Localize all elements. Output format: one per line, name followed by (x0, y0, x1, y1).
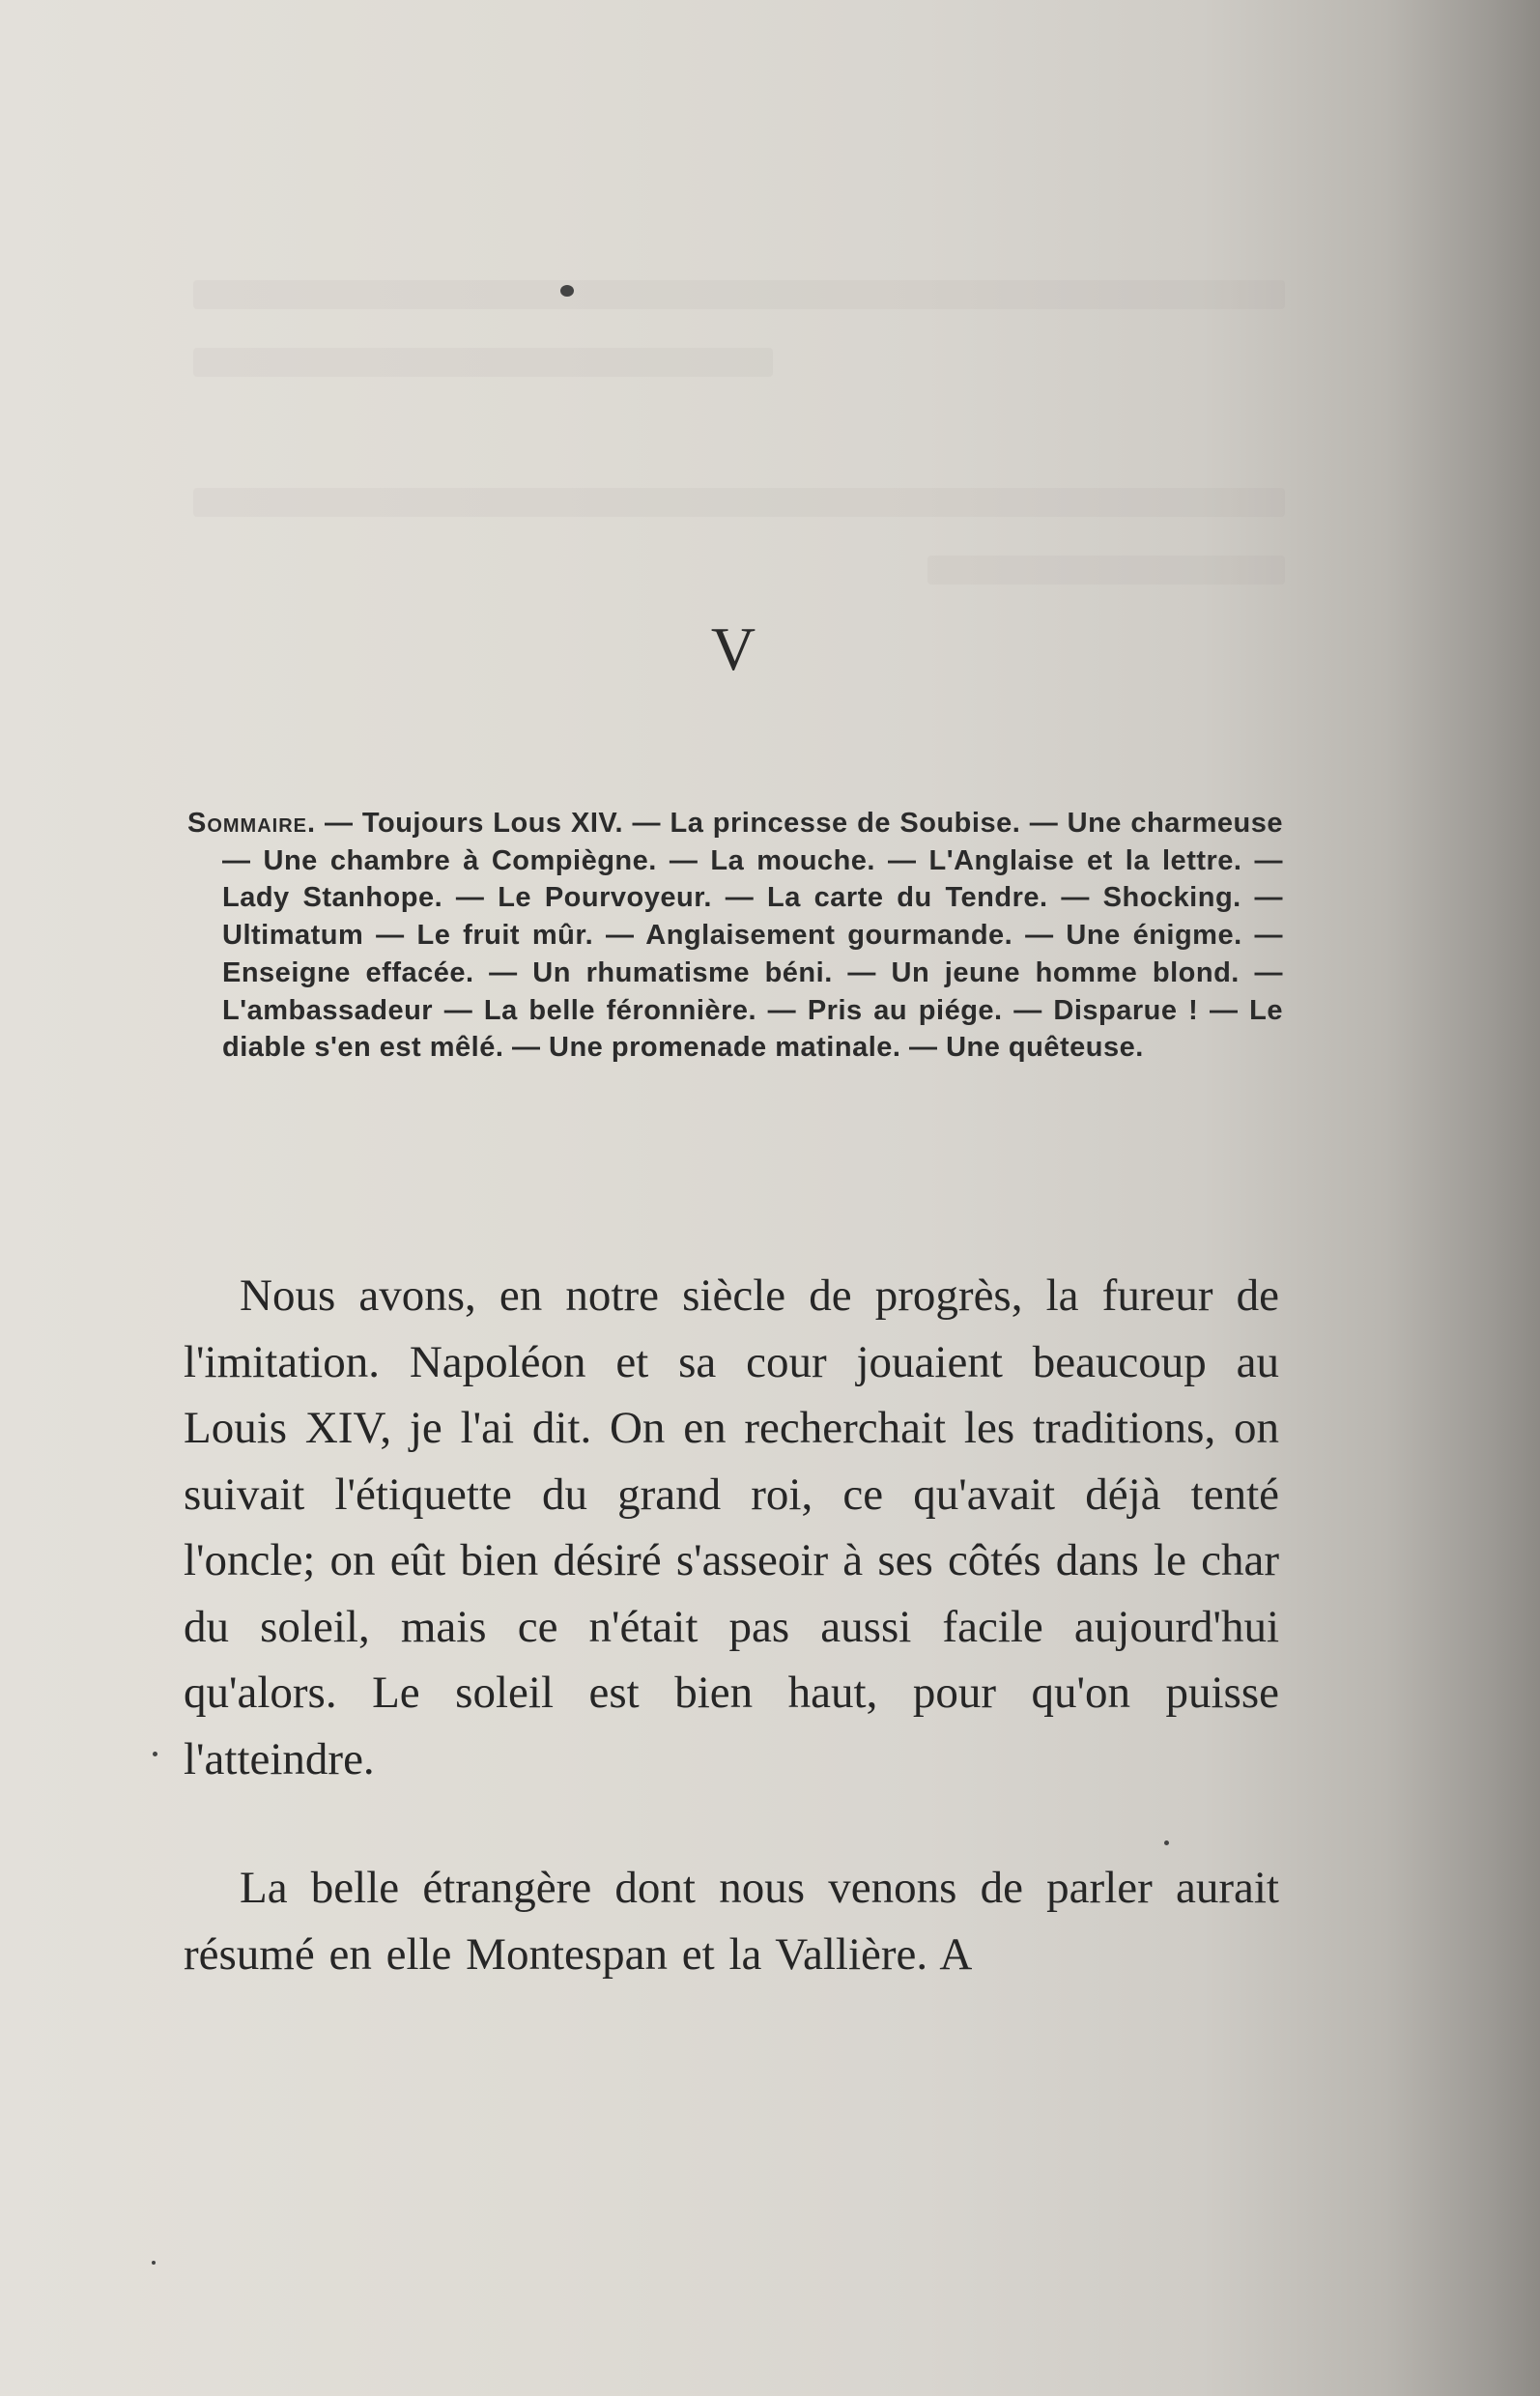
ink-speck (1164, 1840, 1169, 1845)
summary-lead: Sommaire. (187, 808, 317, 839)
bleed-through-shadow (927, 556, 1285, 585)
chapter-summary (187, 805, 1283, 1067)
body-paragraph: Nous avons, en notre siècle de progrès, la fureur de l'imitation. Napoléon et sa cour jouaient beaucoup au Louis XIV, je l'ai dit. On en recherchait les traditions, on suivait l'étiquette du grand roi, ce qu'avait déjà tenté l'oncle; on eût bien désiré s'asseoir à ses côtés dans le char du soleil, mais ce n'était pas aussi facile aujourd'hui qu'alors. Le soleil est bien haut, pour qu'on puisse l'atteindre. (184, 1270, 1279, 1784)
summary-text: — Toujours Lous XIV. — La princesse de Soubise. — Une charmeuse — Une chambre à Compiègne. — La mouche. — L'Anglaise et la lettre. — Lady Stanhope. — Le Pourvoyeur. — La carte du Tendre. — Shocking. — Ultimatum — Le fruit mûr. — Anglaisement gourmande. — Une énigme. — Enseigne effacée. — Un rhumatisme béni. — Un jeune homme blond. — L'ambassadeur — La belle féronnière. — Pris au piége. — Disparue ! — Le diable s'en est mêlé. — Une promenade matinale. — Une quêteuse. (222, 808, 1283, 1064)
body-paragraph: La belle étrangère dont nous venons de parler aurait résumé en elle Montespan et la Vallière. A (184, 1863, 1279, 1980)
bleed-through-shadow (193, 348, 773, 377)
bleed-through-shadow (193, 488, 1285, 517)
ink-speck (560, 285, 574, 297)
ink-speck (152, 2261, 156, 2265)
chapter-numeral: V (710, 614, 758, 683)
ink-speck (153, 1752, 157, 1756)
bleed-through-shadow (193, 280, 1285, 309)
